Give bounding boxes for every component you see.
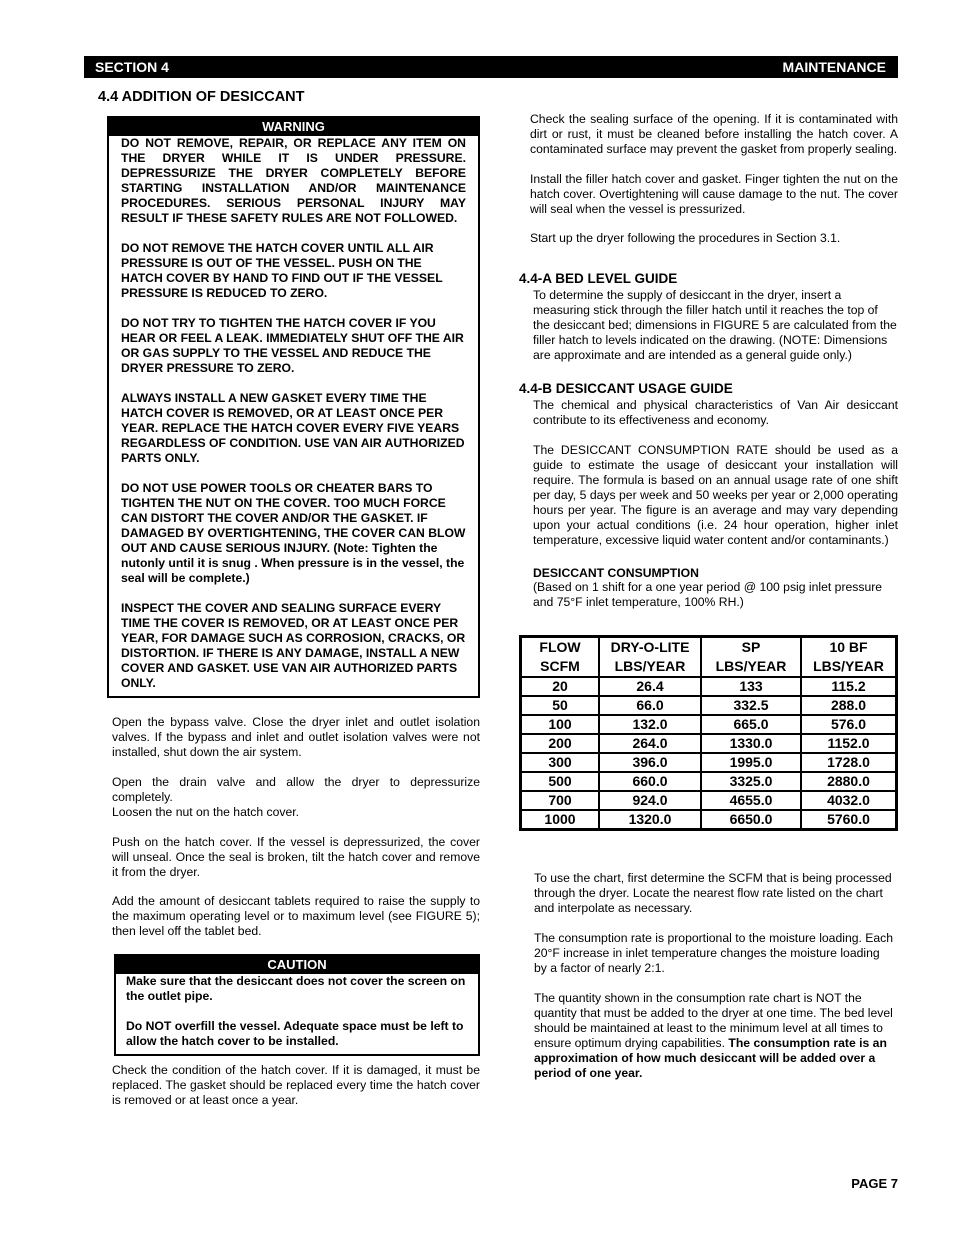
table-cell: 115.2 <box>801 677 897 696</box>
section-title: MAINTENANCE <box>782 59 886 75</box>
table-cell: 576.0 <box>801 715 897 734</box>
table-cell: 332.5 <box>701 696 801 715</box>
warning-paragraph: INSPECT THE COVER AND SEALING SURFACE EVERY TIME THE COVER IS REMOVED, OR AT LEAST ONCE PER YEAR, FOR DAMAGE SUCH AS CORROSION, CRACKS, OR DISTORTION. IF THERE IS ANY DAMAGE, INSTALL A NEW COVER AND GASKET. USE VAN AIR AUTHORIZED PARTS ONLY. <box>121 601 466 690</box>
column-header: 10 BF LBS/YEAR <box>801 637 897 678</box>
table-cell: 1330.0 <box>701 734 801 753</box>
step-paragraph: Push on the hatch cover. If the vessel is depressurized, the cover will unseal. Once the seal is broken, tilt the hatch cover and remove it from the dryer. <box>112 835 480 879</box>
table-cell: 1320.0 <box>599 810 701 830</box>
usage-guide-heading: 4.4-B DESICCANT USAGE GUIDE <box>519 381 733 396</box>
column-header: FLOW SCFM <box>521 637 600 678</box>
step-paragraph: Open the bypass valve. Close the dryer inlet and outlet isolation valves. If the bypass and inlet and outlet isolation valves were not installed, shut down the air system. <box>112 715 480 759</box>
chart-note-bold: The consumption rate is an approximation of how much desiccant will be added over a period of one year. <box>534 1036 887 1080</box>
consumption-table <box>519 635 898 831</box>
step-paragraph: Install the filler hatch cover and gasket. Finger tighten the nut on the hatch cover. Overtightening will cause damage to the nut. The cover will seal when the vessel is pressurized. <box>530 172 898 216</box>
page-heading: 4.4 ADDITION OF DESICCANT <box>98 89 305 105</box>
step-paragraph: Check the condition of the hatch cover. If it is damaged, it must be replaced. The gasket should be replaced every time the hatch cover is removed or at least once a year. <box>112 1063 480 1107</box>
step-paragraph: Open the drain valve and allow the dryer to depressurize completely. <box>112 775 480 804</box>
step-paragraph: Loosen the nut on the hatch cover. <box>112 805 300 819</box>
bed-level-heading: 4.4-A BED LEVEL GUIDE <box>519 271 678 286</box>
table-row <box>521 791 897 810</box>
table-cell: 2880.0 <box>801 772 897 791</box>
warning-paragraph: DO NOT REMOVE, REPAIR, OR REPLACE ANY ITEM ON THE DRYER WHILE IT IS UNDER PRESSURE. DEPRESSURIZE THE DRYER COMPLETELY BEFORE STARTING INSTALLATION AND/OR MAINTENANCE PROCEDURES. SERIOUS PERSONAL INJURY MAY RESULT IF THESE SAFETY RULES ARE NOT FOLLOWED. <box>121 136 466 225</box>
caution-paragraph: Do NOT overfill the vessel. Adequate space must be left to allow the hatch cover to be installed. <box>126 1019 464 1048</box>
table-cell: 1995.0 <box>701 753 801 772</box>
table-cell: 300 <box>521 753 600 772</box>
caution-box <box>114 954 480 1056</box>
bed-level-text: To determine the supply of desiccant in the dryer, insert a measuring stick through the filler hatch until it reaches the top of the desiccant bed; dimensions in FIGURE 5 are calculated from the filler hatch to levels indicated on the drawing. (NOTE: Dimensions are approximate and are intended as a general guide only.) <box>533 288 897 362</box>
column-header: DRY-O-LITE LBS/YEAR <box>599 637 701 678</box>
table-cell: 26.4 <box>599 677 701 696</box>
table-cell: 1728.0 <box>801 753 897 772</box>
usage-paragraph: The DESICCANT CONSUMPTION RATE should be used as a guide to estimate the usage of desiccant your installation will require. The formula is based on an annual usage rate of one shift per day, 5 days per week and 50 weeks per year or 2,000 operating hours per year. The figure is an average and may vary depending upon your actual conditions (i.e. 24 hour operation, higher inlet temperature, excessive liquid water content and/or contaminants.) <box>533 443 898 547</box>
table-cell: 66.0 <box>599 696 701 715</box>
consumption-title: DESICCANT CONSUMPTION <box>533 566 699 580</box>
step-paragraph: Start up the dryer following the procedures in Section 3.1. <box>530 231 841 245</box>
chart-note: The consumption rate is proportional to the moisture loading. Each 20°F increase in inlet temperature changes the moisture loading by a factor of nearly 2:1. <box>534 931 894 975</box>
table-cell: 700 <box>521 791 600 810</box>
caution-label: CAUTION <box>116 956 478 974</box>
table-cell: 1152.0 <box>801 734 897 753</box>
section-header-bar <box>84 56 898 78</box>
warning-paragraph: ALWAYS INSTALL A NEW GASKET EVERY TIME THE HATCH COVER IS REMOVED, OR AT LEAST ONCE PER YEAR. REPLACE THE HATCH COVER EVERY FIVE YEARS REGARDLESS OF CONDITION. USE VAN AIR AUTHORIZED PARTS ONLY. <box>121 391 465 465</box>
consumption-note: (Based on 1 shift for a one year period @ 100 psig inlet pressure and 75°F inlet temperature, 100% RH.) <box>533 580 883 609</box>
warning-paragraph: DO NOT REMOVE THE HATCH COVER UNTIL ALL AIR PRESSURE IS OUT OF THE VESSEL. PUSH ON THE HATCH COVER BY HAND TO FIND OUT IF THE VESSEL PRESSURE IS REDUCED TO ZERO. <box>121 241 443 300</box>
chart-note-text: The quantity shown in the consumption rate chart is NOT the quantity that must be added to the dryer at one time. The bed level should be maintained at least to the minimum level at all times to ensure optimum drying capabilities. <box>534 991 893 1050</box>
section-label: SECTION 4 <box>95 59 169 75</box>
warning-paragraph: DO NOT USE POWER TOOLS OR CHEATER BARS TO TIGHTEN THE NUT ON THE COVER. TOO MUCH FORCE CAN DISTORT THE COVER AND/OR THE GASKET. IF DAMAGED BY OVERTIGHTENING, THE COVER CAN BLOW OUT AND CAUSE SERIOUS INJURY. (Note: Tighten the nutonly until it is snug . When pressure is in the vessel, the seal will be complete.) <box>121 481 466 585</box>
table-cell: 924.0 <box>599 791 701 810</box>
chart-note <box>534 991 894 1081</box>
table-cell: 50 <box>521 696 600 715</box>
warning-label: WARNING <box>109 118 478 136</box>
table-cell: 4655.0 <box>701 791 801 810</box>
table-cell: 5760.0 <box>801 810 897 830</box>
table-cell: 288.0 <box>801 696 897 715</box>
table-cell: 132.0 <box>599 715 701 734</box>
table-cell: 500 <box>521 772 600 791</box>
table-cell: 4032.0 <box>801 791 897 810</box>
table-cell: 1000 <box>521 810 600 830</box>
warning-paragraph: DO NOT TRY TO TIGHTEN THE HATCH COVER IF YOU HEAR OR FEEL A LEAK. IMMEDIATELY SHUT OFF THE AIR OR GAS SUPPLY TO THE VESSEL AND REDUCE THE DRYER PRESSURE TO ZERO. <box>121 316 464 375</box>
table-cell: 660.0 <box>599 772 701 791</box>
table-cell: 20 <box>521 677 600 696</box>
table-cell: 133 <box>701 677 801 696</box>
table-cell: 264.0 <box>599 734 701 753</box>
caution-paragraph: Make sure that the desiccant does not cover the screen on the outlet pipe. <box>126 974 466 1003</box>
table-cell: 6650.0 <box>701 810 801 830</box>
table-row <box>521 696 897 715</box>
table-row <box>521 753 897 772</box>
column-header: SP LBS/YEAR <box>701 637 801 678</box>
step-paragraph: Check the sealing surface of the opening. If it is contaminated with dirt or rust, it must be cleaned before installing the hatch cover. A contaminated surface may prevent the gasket from properly sealing. <box>530 112 898 156</box>
table-row <box>521 810 897 830</box>
table-row <box>521 715 897 734</box>
table-cell: 100 <box>521 715 600 734</box>
table-cell: 3325.0 <box>701 772 801 791</box>
chart-note: To use the chart, first determine the SCFM that is being processed through the dryer. Locate the nearest flow rate listed on the chart and interpolate as necessary. <box>534 871 892 915</box>
page-number: PAGE 7 <box>851 1176 898 1191</box>
warning-box <box>107 116 480 698</box>
table-row <box>521 734 897 753</box>
table-row <box>521 677 897 696</box>
table-cell: 200 <box>521 734 600 753</box>
table-header-row <box>521 637 897 678</box>
step-paragraph: Add the amount of desiccant tablets required to raise the supply to the maximum operating level or to maximum level (see FIGURE 5); then level off the tablet bed. <box>112 894 480 938</box>
table-cell: 665.0 <box>701 715 801 734</box>
table-row <box>521 772 897 791</box>
usage-paragraph: The chemical and physical characteristics of Van Air desiccant contribute to its effectiveness and economy. <box>533 398 898 427</box>
table-cell: 396.0 <box>599 753 701 772</box>
